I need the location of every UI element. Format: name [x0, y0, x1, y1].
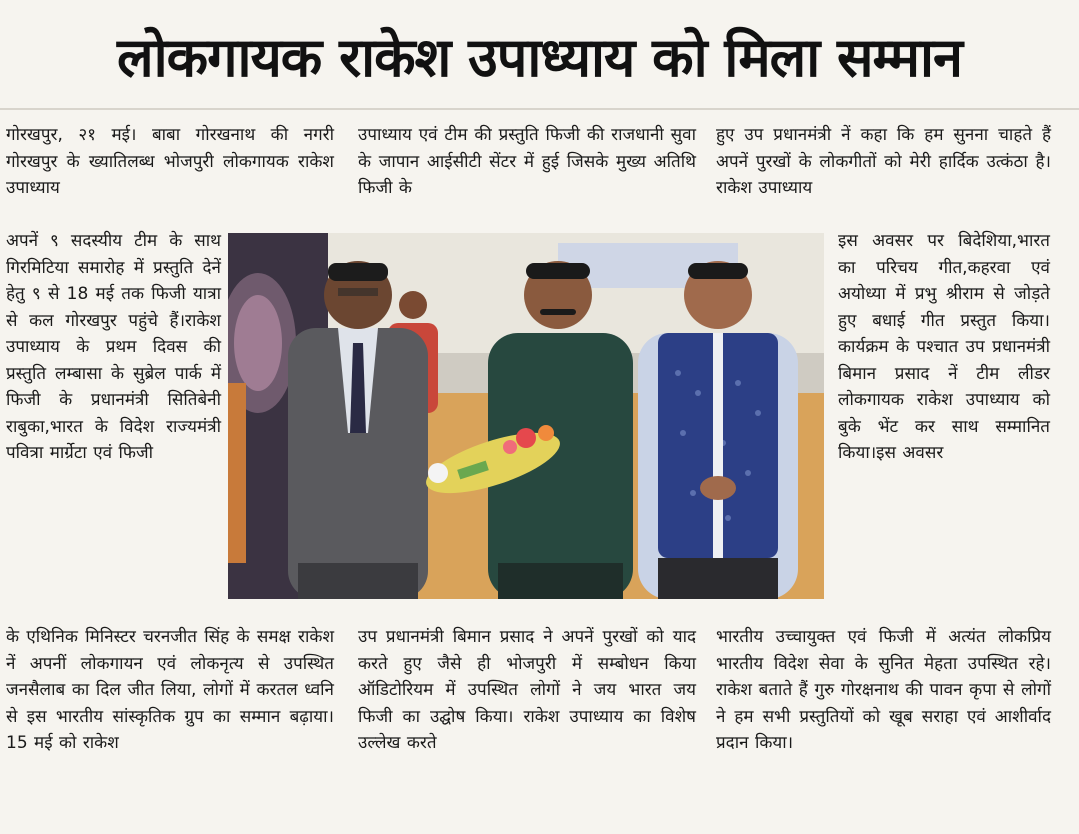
article-column-1-top: [6, 122, 334, 202]
article-text: गोरखपुर, २१ मई। बाबा गोरखनाथ की नगरी गोरखपुर के ख्यातिलब्ध भोजपुरी लोकगायक राकेश उपाध्याय: [6, 125, 334, 198]
article-text: उप प्रधानमंत्री बिमान प्रसाद ने अपनें पुरखों को याद करते हुए जैसे ही भोजपुरी में सम्बोधन किया ऑडिटोरियम में उपस्थित लोगों ने जय भारत जय फिजी का उद्घोष किया। राकेश उपाध्याय का विशेष उल्लेख करते: [358, 627, 696, 753]
news-photo: [228, 233, 824, 599]
article-text: हुए उप प्रधानमंत्री नें कहा कि हम सुनना चाहते हैं अपनें पुरखों के लोकगीतों को मेरी हार्दिक उत्कंठा है। राकेश उपाध्याय: [716, 125, 1051, 198]
article-column-1-middle: [6, 228, 221, 467]
headline: लोकगायक राकेश उपाध्याय को मिला सम्मान: [117, 26, 962, 89]
article-text: इस अवसर पर बिदेशिया,भारत का परिचय गीत,कहरवा एवं अयोध्या में प्रभु श्रीराम से जोड़ते हुए बधाई गीत प्रस्तुत किया।कार्यक्रम के पश्चात उप प्रधानमंत्री बिमान प्रसाद नें टीम लीडर लोकगायक राकेश उपाध्याय को बुके भेंट कर साथ सम्मानित किया।इस अवसर: [838, 231, 1050, 463]
headline-rule: [0, 108, 1079, 110]
article-column-3-bottom: [716, 624, 1051, 757]
article-text: के एथिनिक मिनिस्टर चरनजीत सिंह के समक्ष राकेश नें अपनीं लोकगायन एवं लोकनृत्य से उपस्थित जनसैलाब का दिल जीत लिया, लोगों में करतल ध्वनि से इस भारतीय सांस्कृतिक ग्रुप का सम्मान बढ़ाया। 15 मई को राकेश: [6, 627, 334, 753]
article-column-2-top: [358, 122, 696, 202]
article-column-3-middle: [838, 228, 1050, 467]
article-text: अपनें ९ सदस्यीय टीम के साथ गिरमिटिया समारोह में प्रस्तुति देनें हेतु ९ से 18 मई तक फिजी यात्रा से कल गोरखपुर पहुंचे हैं।राकेश उपाध्याय के प्रथम दिवस की प्रस्तुति लम्बासा के सुब्रेल पार्क में फिजी के प्रधानमंत्री सितिबेनी राबुका,भारत के विदेश राज्यमंत्री पवित्रा मार्ग्रेटा एवं फिजी: [6, 231, 221, 463]
article-text: भारतीय उच्चायुक्त एवं फिजी में अत्यंत लोकप्रिय भारतीय विदेश सेवा के सुनित मेहता उपस्थित रहे। राकेश बताते हैं गुरु गोरक्षनाथ की पावन कृपा से लोगों ने हम सभी प्रस्तुतियों को खूब सराहा एवं आशीर्वाद प्रदान किया।: [716, 627, 1051, 753]
photo-illustration: [228, 233, 824, 599]
article-column-2-bottom: [358, 624, 696, 757]
article-text: उपाध्याय एवं टीम की प्रस्तुति फिजी की राजधानी सुवा के जापान आईसीटी सेंटर में हुई जिसके मुख्य अतिथि फिजी के: [358, 125, 696, 198]
article-column-1-bottom: [6, 624, 334, 757]
article-column-3-top: [716, 122, 1051, 202]
